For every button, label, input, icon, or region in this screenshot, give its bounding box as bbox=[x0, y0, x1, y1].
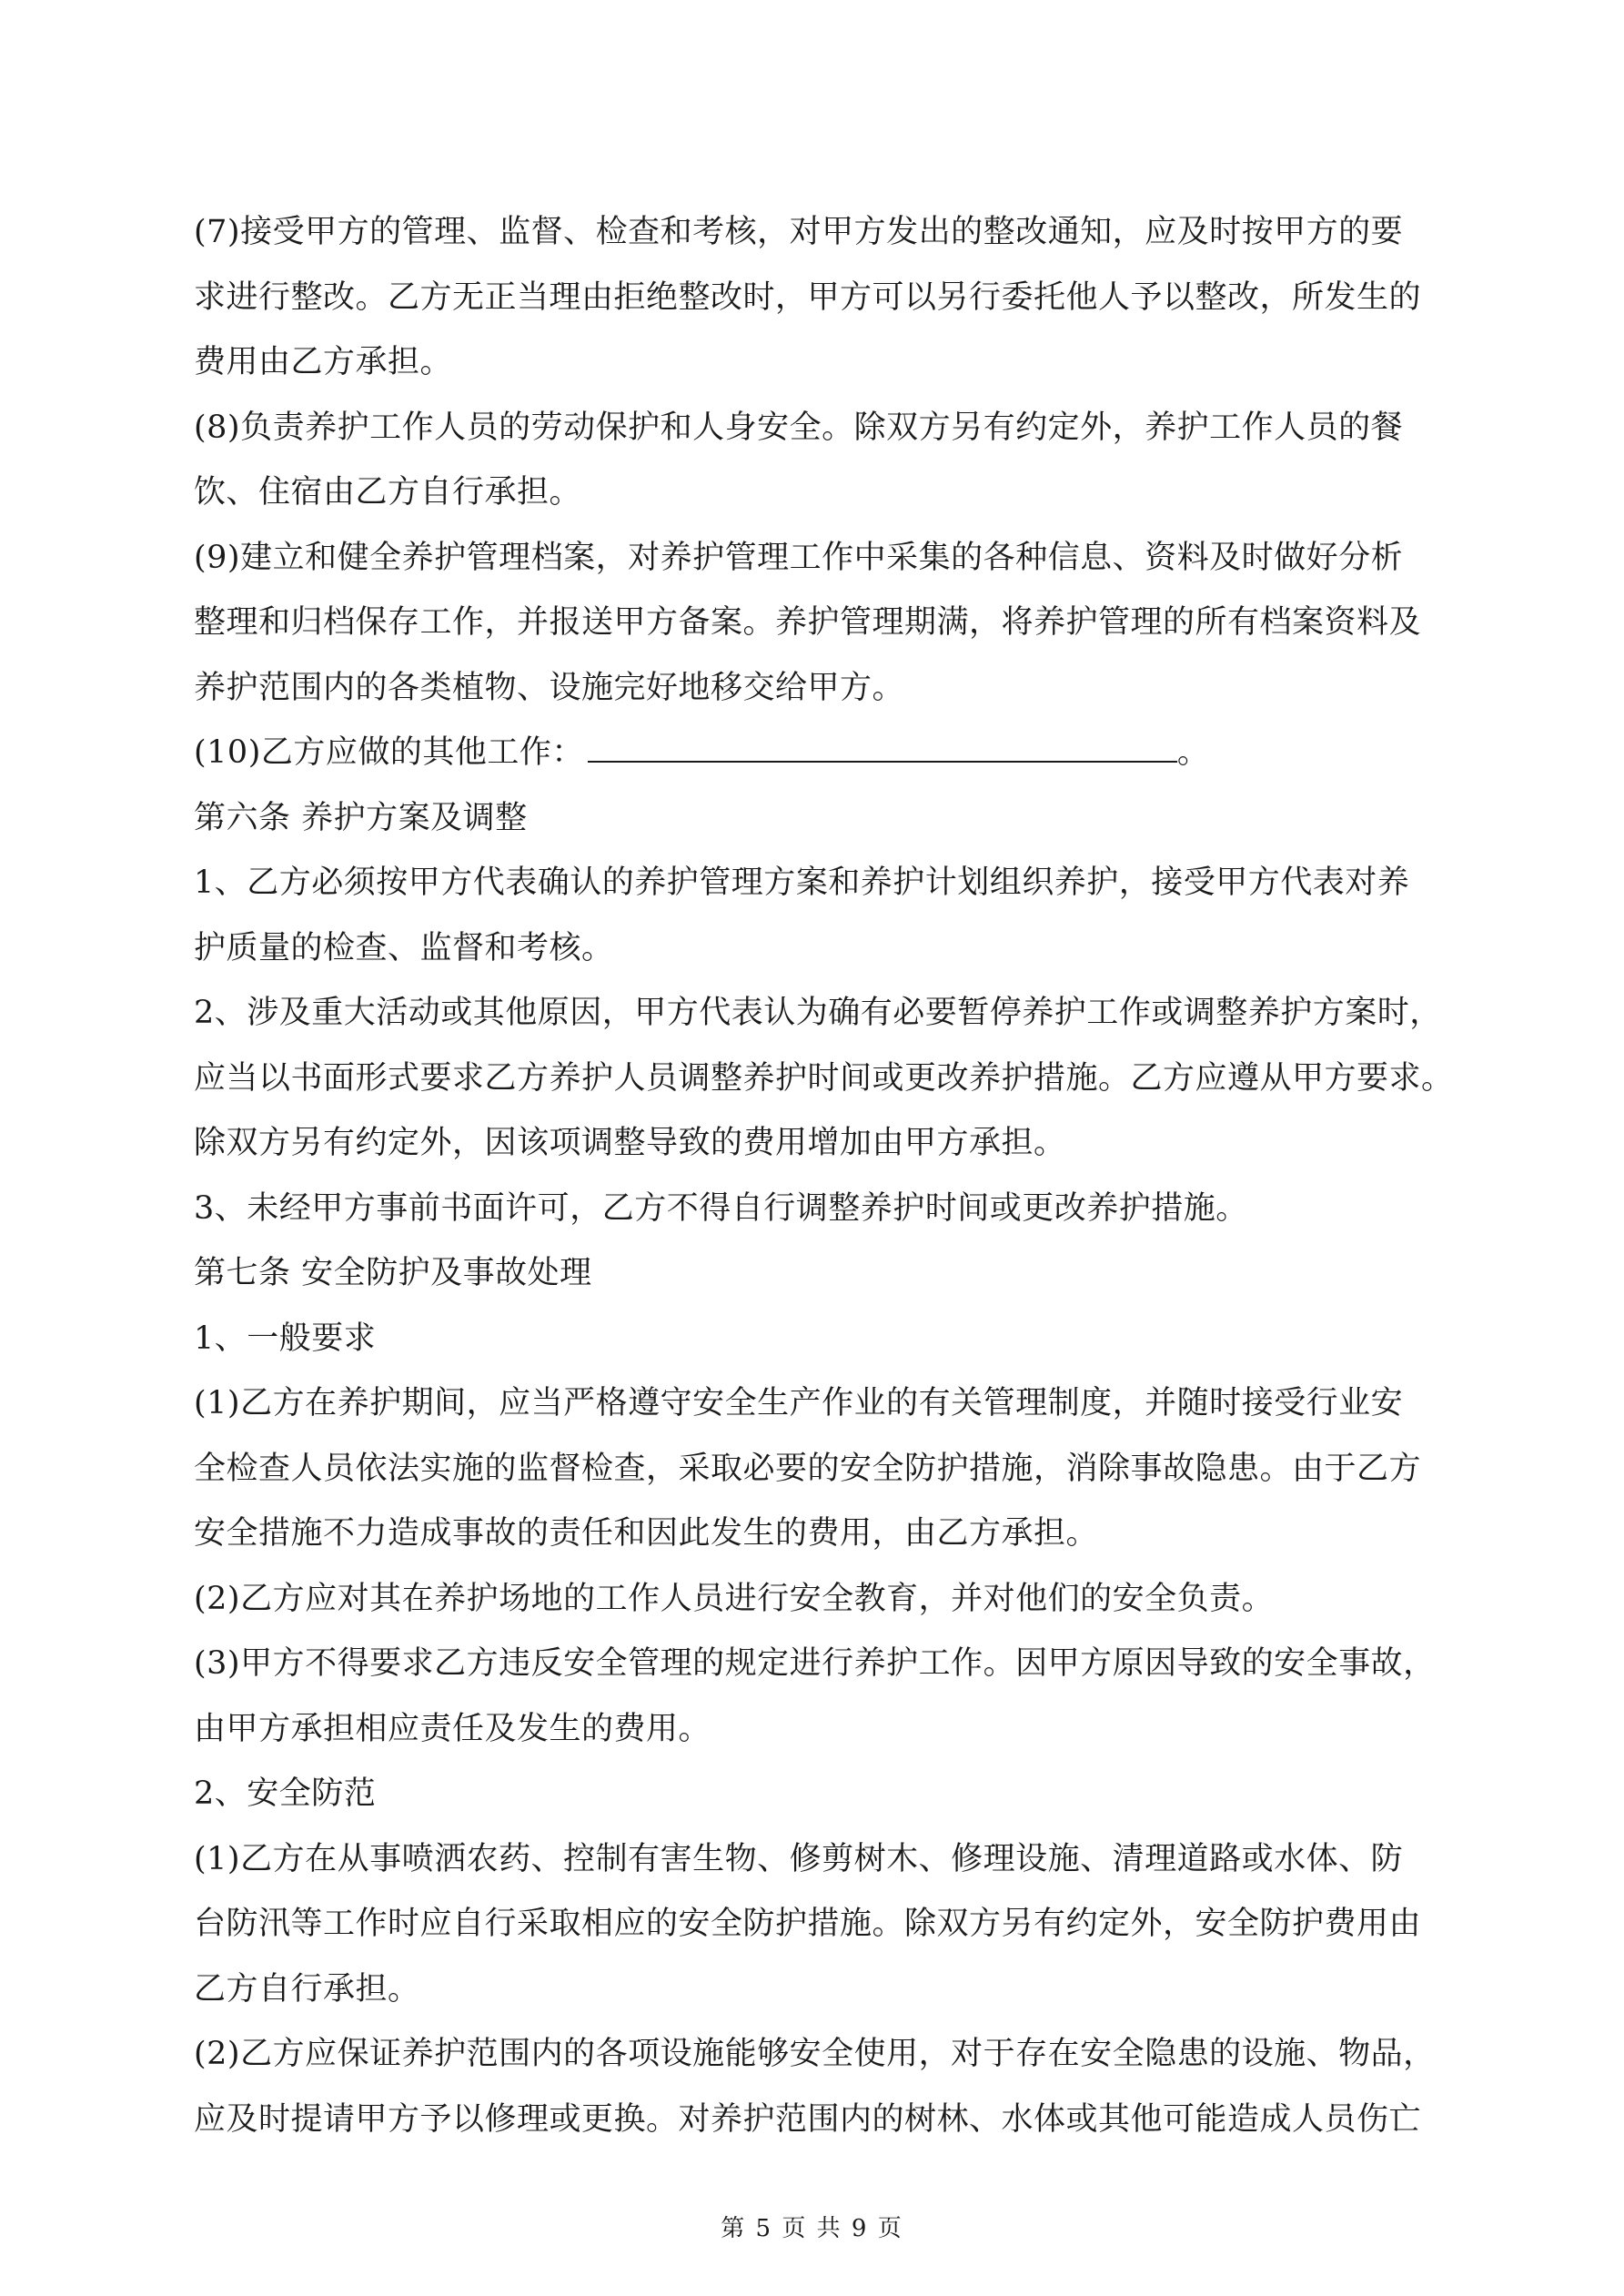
section-heading: 第六条 养护方案及调整 bbox=[194, 799, 528, 836]
paragraph-line: (8)负责养护工作人员的劳动保护和人身安全。除双方另有约定外，养护工作人员的餐 bbox=[194, 409, 1404, 446]
paragraph-line: 2、涉及重大活动或其他原因，甲方代表认为确有必要暂停养护工作或调整养护方案时， bbox=[194, 995, 1442, 1031]
paragraph-line: 应当以书面形式要求乙方养护人员调整养护时间或更改养护措施。乙方应遵从甲方要求。 bbox=[194, 1059, 1454, 1097]
paragraph-line: (2)乙方应保证养护范围内的各项设施能够安全使用，对于存在安全隐患的设施、物品， bbox=[194, 2036, 1436, 2072]
fill-in-label: (10)乙方应做的其他工作： bbox=[194, 734, 584, 771]
paragraph-line: (7)接受甲方的管理、监督、检查和考核，对甲方发出的整改通知，应及时按甲方的要 bbox=[194, 214, 1404, 250]
section-heading: 第七条 安全防护及事故处理 bbox=[194, 1255, 592, 1291]
paragraph-line: 乙方自行承担。 bbox=[194, 1970, 420, 2008]
paragraph-line: 饮、住宿由乙方自行承担。 bbox=[194, 474, 582, 511]
paragraph-line: 安全措施不力造成事故的责任和因此发生的费用，由乙方承担。 bbox=[194, 1515, 1099, 1552]
paragraph-line: (1)乙方在从事喷洒农药、控制有害生物、修剪树木、修理设施、清理道路或水体、防 bbox=[194, 1840, 1404, 1877]
document-body bbox=[194, 200, 1469, 2152]
paragraph-line: (2)乙方应对其在养护场地的工作人员进行安全教育，并对他们的安全负责。 bbox=[194, 1580, 1275, 1617]
paragraph-line: 费用由乙方承担。 bbox=[194, 344, 453, 380]
paragraph-line: 全检查人员依法实施的监督检查，采取必要的安全防护措施，消除事故隐患。由于乙方 bbox=[194, 1450, 1422, 1487]
paragraph-line: 台防汛等工作时应自行采取相应的安全防护措施。除双方另有约定外，安全防护费用由 bbox=[194, 1906, 1422, 1942]
fill-in-blank[interactable] bbox=[588, 733, 1177, 763]
page-footer: 第 5 页 共 9 页 bbox=[721, 2215, 903, 2242]
paragraph-line: 求进行整改。乙方无正当理由拒绝整改时，甲方可以另行委托他人予以整改，所发生的 bbox=[194, 278, 1422, 316]
paragraph-line: (3)甲方不得要求乙方违反安全管理的规定进行养护工作。因甲方原因导致的安全事故， bbox=[194, 1645, 1436, 1682]
paragraph-line: 由甲方承担相应责任及发生的费用。 bbox=[194, 1710, 711, 1747]
paragraph-line: 1、乙方必须按甲方代表确认的养护管理方案和养护计划组织养护，接受甲方代表对养 bbox=[194, 865, 1410, 901]
paragraph-line: 整理和归档保存工作，并报送甲方备案。养护管理期满，将养护管理的所有档案资料及 bbox=[194, 604, 1422, 641]
paragraph-line: (1)乙方在养护期间，应当严格遵守安全生产作业的有关管理制度，并随时接受行业安 bbox=[194, 1385, 1404, 1421]
paragraph-line: 养护范围内的各类植物、设施完好地移交给甲方。 bbox=[194, 669, 905, 706]
fill-in-end: 。 bbox=[1176, 734, 1210, 771]
subsection-heading: 1、一般要求 bbox=[194, 1320, 377, 1357]
subsection-heading: 2、安全防范 bbox=[194, 1775, 377, 1812]
paragraph-line: 护质量的检查、监督和考核。 bbox=[194, 929, 614, 966]
paragraph-line: 除双方另有约定外，因该项调整导致的费用增加由甲方承担。 bbox=[194, 1125, 1066, 1161]
paragraph-line: (9)建立和健全养护管理档案，对养护管理工作中采集的各种信息、资料及时做好分析 bbox=[194, 539, 1404, 576]
paragraph-line: 应及时提请甲方予以修理或更换。对养护范围内的树林、水体或其他可能造成人员伤亡 bbox=[194, 2100, 1422, 2138]
fill-in-line bbox=[194, 721, 1469, 786]
paragraph-line: 3、未经甲方事前书面许可，乙方不得自行调整养护时间或更改养护措施。 bbox=[194, 1189, 1248, 1227]
